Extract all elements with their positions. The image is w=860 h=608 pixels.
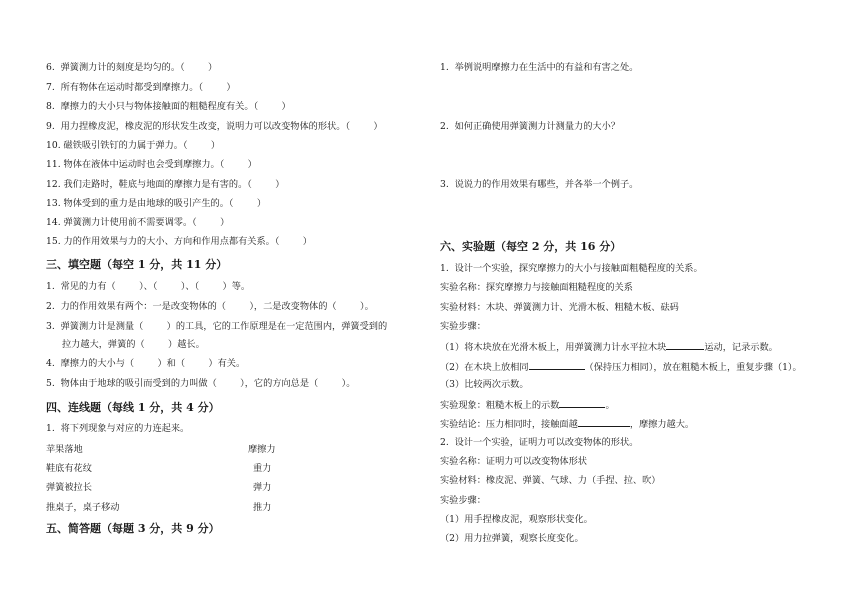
fill-item-3-cont: 拉力越大，弹簧的（ ）越长。: [62, 339, 205, 350]
tf-item-15: 15. 力的作用效果与力的大小、方向和作用点都有关系。（ ）: [46, 236, 312, 247]
exp1-materials: 实验材料：木块、弹簧测力计、光滑木板、粗糙木板、砝码: [440, 302, 679, 313]
exp2-step-2: （2）用力拉弹簧，观察长度变化。: [440, 533, 584, 544]
exp1-step-2: （2）在木块上放相同 （保持压力相同），放在粗糙木板上，重复步骤（1）。: [440, 362, 802, 373]
match-right-1: 摩擦力: [248, 444, 276, 455]
exp2-materials: 实验材料：橡皮泥、弹簧、气球、力（手捏、拉、吹）: [440, 475, 661, 486]
tf-item-6: 6. 弹簧测力计的刻度是均匀的。（ ）: [46, 62, 218, 73]
tf-item-13: 13. 物体受到的重力是由地球的吸引产生的。（ ）: [46, 198, 267, 209]
exp1-name: 实验名称：探究摩擦力与接触面粗糙程度的关系: [440, 282, 633, 293]
fill-blank[interactable]: [559, 398, 605, 408]
fill-item-4: 4. 摩擦力的大小与（ ）和（ ）有关。: [46, 358, 246, 369]
section-heading-experiment: 六、实验题（每空 2 分，共 16 分）: [440, 240, 622, 253]
tf-item-8: 8. 摩擦力的大小只与物体接触面的粗糙程度有关。（ ）: [46, 101, 291, 112]
tf-item-7: 7. 所有物体在运动时都受到摩擦力。（ ）: [46, 82, 236, 93]
match-left-4: 推桌子，桌子移动: [46, 502, 120, 513]
exp2-steps-label: 实验步骤：: [440, 495, 486, 506]
tf-item-10: 10. 磁铁吸引铁钉的力属于弹力。（ ）: [46, 140, 221, 151]
section-heading-short: 五、简答题（每题 3 分，共 9 分）: [46, 522, 220, 535]
fill-blank[interactable]: [666, 340, 704, 350]
short-q-2: 2. 如何正确使用弹簧测力计测量力的大小？: [440, 121, 620, 132]
fill-item-1: 1. 常见的力有（ ）、（ ）、（ ）等。: [46, 281, 251, 292]
section-heading-fill: 三、填空题（每空 1 分，共 11 分）: [46, 258, 228, 271]
exp2-name: 实验名称：证明力可以改变物体形状: [440, 456, 587, 467]
fill-item-2: 2. 力的作用效果有两个：一是改变物体的（ ），二是改变物体的（ ）。: [46, 301, 374, 312]
match-right-2: 重力: [253, 463, 272, 474]
exp1-conclusion: 实验结论：压力相同时，接触面越 ，摩擦力越大。: [440, 419, 695, 430]
exp1-steps-label: 实验步骤：: [440, 321, 486, 332]
short-q-3: 3. 说说力的作用效果有哪些，并各举一个例子。: [440, 179, 639, 190]
exp1-step-3: （3）比较两次示数。: [440, 379, 529, 390]
tf-item-12: 12. 我们走路时，鞋底与地面的摩擦力是有害的。（ ）: [46, 179, 285, 190]
match-right-4: 推力: [253, 502, 272, 513]
tf-item-11: 11. 物体在液体中运动时也会受到摩擦力。（ ）: [46, 159, 257, 170]
exp1-intro: 1. 设计一个实验，探究摩擦力的大小与接触面粗糙程度的关系。: [440, 263, 703, 274]
right-column: [430, 0, 860, 608]
fill-item-5: 5. 物体由于地球的吸引而受到的力叫做（ ），它的方向总是（ ）。: [46, 378, 356, 389]
exp2-step-1: （1）用手捏橡皮泥，观察形状变化。: [440, 514, 593, 525]
fill-blank[interactable]: [578, 417, 630, 427]
exp1-phenomenon: 实验现象：粗糙木板上的示数 。: [440, 400, 615, 411]
fill-item-3: 3. 弹簧测力计是测量（ ）的工具，它的工作原理是在一定范围内，弹簧受到的: [46, 321, 388, 332]
match-right-3: 弹力: [253, 482, 272, 493]
tf-item-14: 14. 弹簧测力计使用前不需要调零。（ ）: [46, 217, 230, 228]
match-left-1: 苹果落地: [46, 444, 83, 455]
exp2-intro: 2. 设计一个实验，证明力可以改变物体的形状。: [440, 437, 639, 448]
tf-item-9: 9. 用力捏橡皮泥，橡皮泥的形状发生改变，说明力可以改变物体的形状。（ ）: [46, 121, 383, 132]
match-left-3: 弹簧被拉长: [46, 482, 92, 493]
match-instruction: 1. 将下列现象与对应的力连起来。: [46, 423, 190, 434]
exp1-step-1: （1）将木块放在光滑木板上，用弹簧测力计水平拉木块 运动，记录示数。: [440, 342, 778, 353]
short-q-1: 1. 举例说明摩擦力在生活中的有益和有害之处。: [440, 62, 639, 73]
section-heading-match: 四、连线题（每线 1 分，共 4 分）: [46, 401, 220, 414]
match-left-2: 鞋底有花纹: [46, 463, 92, 474]
fill-blank[interactable]: [529, 360, 585, 370]
